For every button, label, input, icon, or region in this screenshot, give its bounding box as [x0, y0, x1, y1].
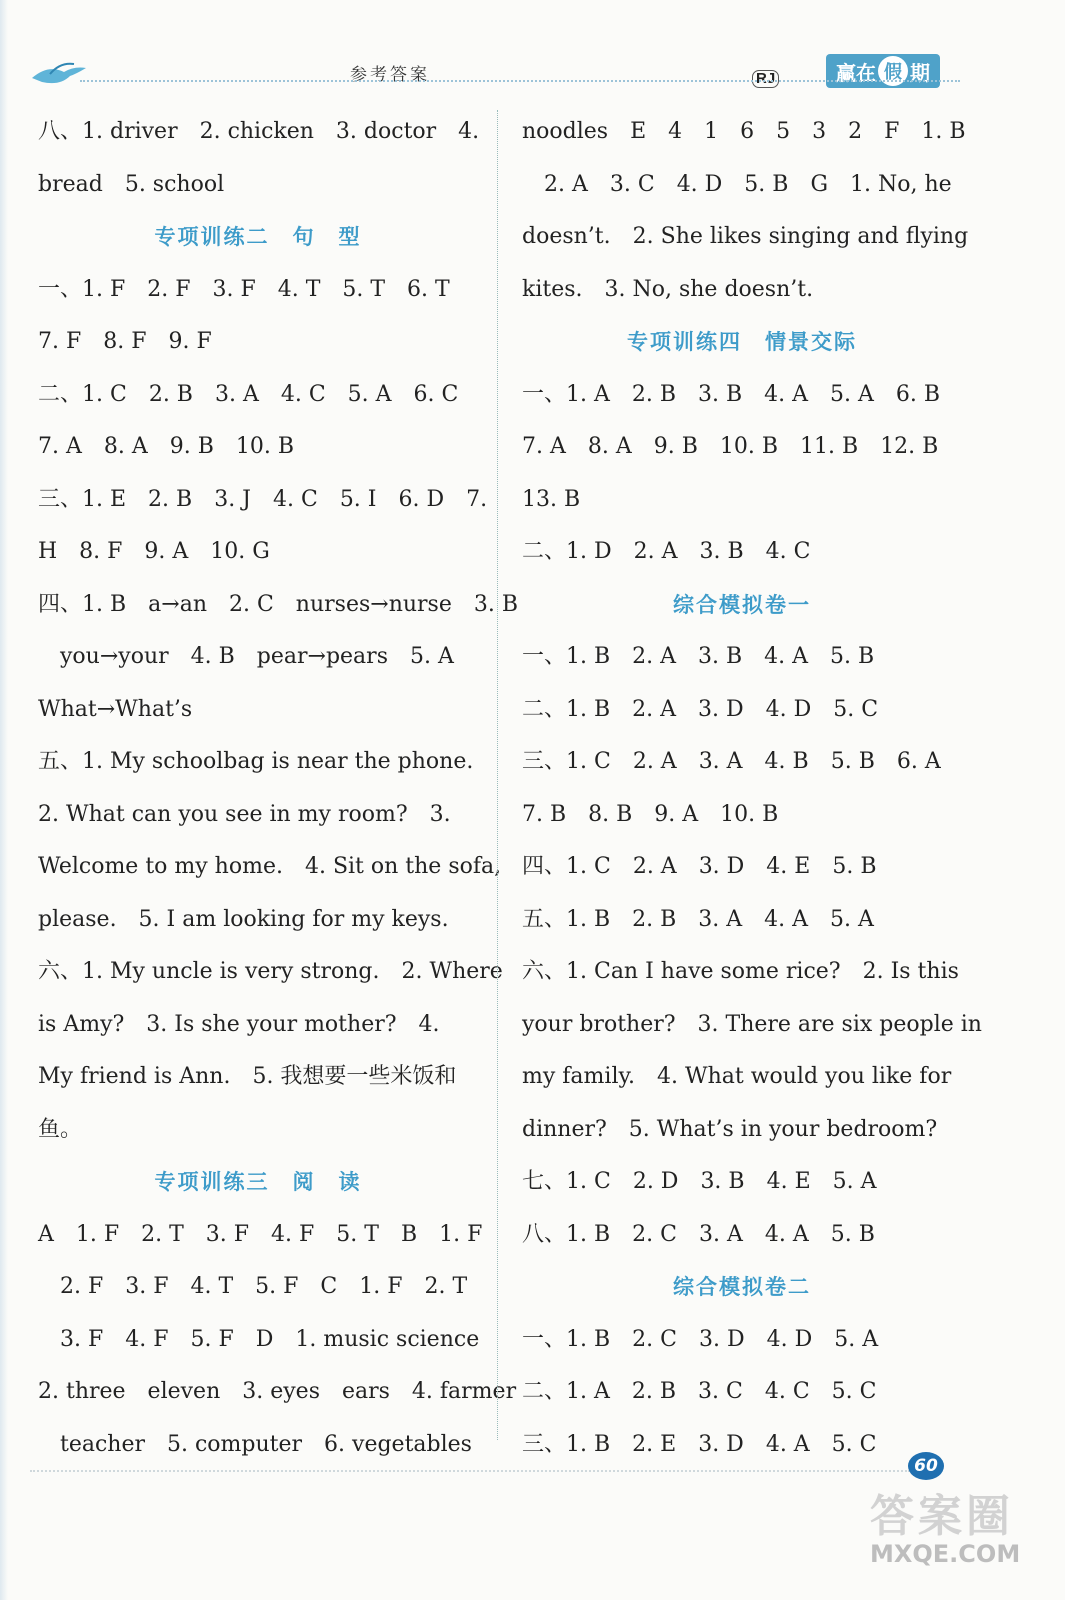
- left-answer-line: 三、1. E 2. B 3. J 4. C 5. I 6. D 7.: [38, 486, 488, 512]
- brand-text-pre: 赢在: [836, 60, 876, 85]
- right-answer-line: 三、1. C 2. A 3. A 4. B 5. B 6. A: [522, 749, 941, 774]
- left-answer-line: 八、1. driver 2. chicken 3. doctor 4.: [38, 119, 480, 144]
- right-answer-line: 一、1. B 2. A 3. B 4. A 5. B: [522, 644, 875, 669]
- watermark-text: 答案圈: [870, 1491, 1014, 1542]
- right-answer-line: 7. B 8. B 9. A 10. B: [522, 801, 779, 827]
- left-answer-line: 一、1. F 2. F 3. F 4. T 5. T 6. T: [38, 276, 450, 302]
- right-answer-line: 一、1. B 2. C 3. D 4. D 5. A: [522, 1326, 879, 1352]
- left-answer-line: 2. three eleven 3. eyes ears 4. farmer: [38, 1379, 517, 1404]
- left-answer-line: 3. F 4. F 5. F D 1. music science: [60, 1326, 480, 1352]
- left-answer-line: is Amy? 3. Is she your mother? 4.: [38, 1011, 440, 1037]
- left-column: [38, 106, 519, 1471]
- left-answer-line: Welcome to my home. 4. Sit on the sofa,: [38, 854, 502, 879]
- right-answer-line: noodles E 4 1 6 5 3 2 F 1. B: [522, 119, 966, 144]
- column-divider: [497, 110, 498, 1440]
- left-section-title: 专项训练二 句 型: [154, 225, 362, 249]
- right-answer-line: 13. B: [522, 486, 581, 512]
- footer-divider: [30, 1470, 910, 1472]
- left-answer-line: 2. F 3. F 4. T 5. F C 1. F 2. T: [60, 1274, 468, 1299]
- brand-text-highlight: 假: [878, 56, 908, 86]
- left-answer-line: 2. What can you see in my room? 3.: [38, 801, 451, 827]
- right-answer-line: 五、1. B 2. B 3. A 4. A 5. A: [522, 906, 874, 932]
- right-answer-line: 二、1. B 2. A 3. D 4. D 5. C: [522, 696, 879, 722]
- watermark-url: MXQE.COM: [870, 1540, 1021, 1568]
- right-answer-line: 六、1. Can I have some rice? 2. Is this: [522, 959, 959, 984]
- right-answer-line: 2. A 3. C 4. D 5. B G 1. No, he: [544, 171, 952, 197]
- left-answer-line: 7. A 8. A 9. B 10. B: [38, 434, 295, 459]
- left-answer-line: A 1. F 2. T 3. F 4. F 5. T B 1. F: [38, 1221, 483, 1247]
- left-answer-line: bread 5. school: [38, 171, 225, 197]
- bird-icon: [30, 60, 90, 88]
- brand-text-post: 期: [910, 60, 930, 85]
- right-answer-line: 二、1. A 2. B 3. C 4. C 5. C: [522, 1379, 877, 1404]
- left-answer-line: you→your 4. B pear→pears 5. A: [60, 644, 454, 669]
- watermark: [870, 1480, 1040, 1590]
- page-edge-shadow: [0, 0, 8, 1600]
- left-answer-line: please. 5. I am looking for my keys.: [38, 906, 449, 932]
- right-answer-line: 一、1. A 2. B 3. B 4. A 5. A 6. B: [522, 381, 941, 407]
- header-title: 参考答案: [350, 65, 430, 85]
- page-header: [0, 0, 1065, 100]
- right-answer-line: 三、1. B 2. E 3. D 4. A 5. C: [522, 1431, 877, 1457]
- page-number: 60: [908, 1452, 944, 1480]
- right-section-title: 综合模拟卷二: [673, 1275, 811, 1299]
- left-answer-line: 四、1. B a→an 2. C nurses→nurse 3. B: [38, 591, 519, 617]
- right-column: [522, 106, 982, 1471]
- right-section-title: 综合模拟卷一: [673, 592, 811, 617]
- right-answer-line: 7. A 8. A 9. B 10. B 11. B 12. B: [522, 434, 939, 459]
- left-section-title: 专项训练三 阅 读: [154, 1170, 362, 1194]
- left-answer-line: What→What’s: [38, 696, 193, 722]
- right-answer-line: kites. 3. No, she doesn’t.: [522, 276, 814, 302]
- right-answer-line: 七、1. C 2. D 3. B 4. E 5. A: [522, 1169, 877, 1194]
- left-answer-line: My friend is Ann. 5. 我想要一些米饭和: [38, 1064, 457, 1089]
- left-answer-line: teacher 5. computer 6. vegetables: [60, 1431, 472, 1457]
- left-answer-line: 鱼。: [38, 1116, 83, 1142]
- left-answer-line: 六、1. My uncle is very strong. 2. Where: [38, 959, 503, 984]
- right-answer-line: 二、1. D 2. A 3. B 4. C: [522, 539, 811, 564]
- brand-logo: [826, 54, 940, 88]
- right-answer-line: my family. 4. What would you like for: [522, 1064, 952, 1089]
- right-answer-line: dinner? 5. What’s in your bedroom?: [522, 1116, 938, 1142]
- right-answer-line: your brother? 3. There are six people in: [522, 1011, 982, 1037]
- header-divider: [80, 80, 960, 82]
- left-answer-line: 二、1. C 2. B 3. A 4. C 5. A 6. C: [38, 381, 459, 407]
- left-answer-line: 7. F 8. F 9. F: [38, 329, 212, 354]
- right-section-title: 专项训练四 情景交际: [627, 330, 857, 354]
- edition-badge: RJ: [752, 70, 779, 88]
- right-answer-line: doesn’t. 2. She likes singing and flying: [522, 224, 969, 249]
- left-answer-line: 五、1. My schoolbag is near the phone.: [38, 749, 474, 774]
- left-answer-line: H 8. F 9. A 10. G: [38, 539, 270, 564]
- right-answer-line: 八、1. B 2. C 3. A 4. A 5. B: [522, 1221, 875, 1247]
- right-answer-line: 四、1. C 2. A 3. D 4. E 5. B: [522, 854, 877, 879]
